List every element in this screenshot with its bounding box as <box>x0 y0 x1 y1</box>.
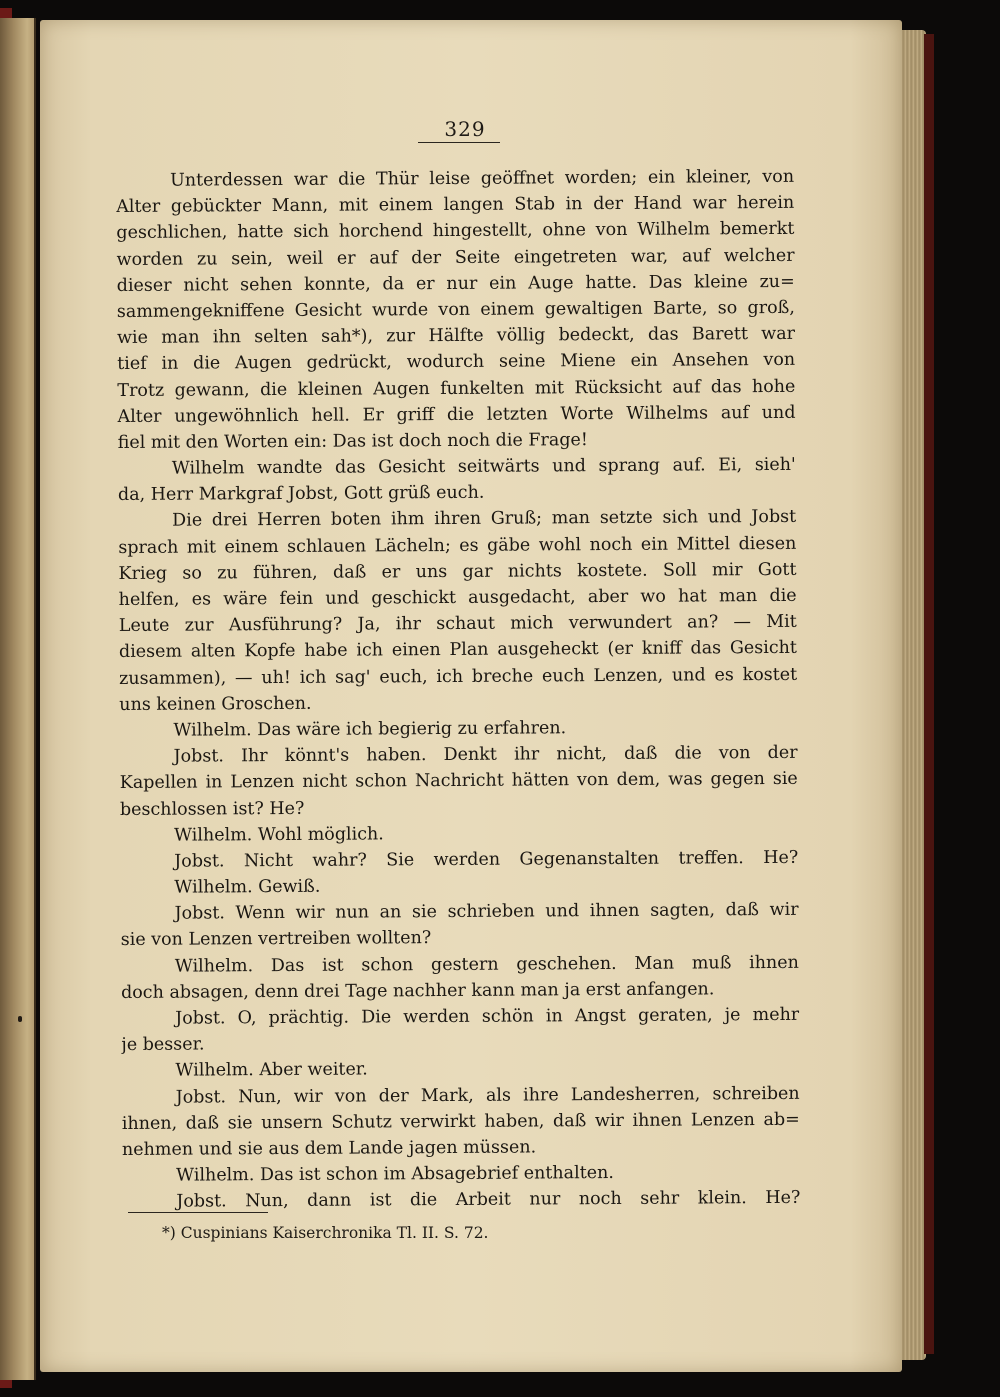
text-line: Alter gebückter Mann, mit einem langen Stab in der Hand war herein <box>116 193 795 218</box>
text-line: geschlichen, hatte sich horchend hingestellt, ohne von Wilhelm bemerkt <box>116 219 795 244</box>
ink-speck <box>18 1016 22 1022</box>
text-line: Unterdessen war die Thür leise geöffnet worden; ein kleiner, von <box>170 166 795 191</box>
text-line: Wilhelm wandte das Gesicht seitwärts und sprang auf. Ei, sieh' <box>171 454 796 479</box>
text-line: Krieg so zu führen, daß er uns gar nichts kostete. Soll mir Gott <box>118 559 797 584</box>
text-line: Leute zur Ausführung? Ja, ihr schaut mich verwundert an? — Mit <box>118 612 797 637</box>
text-line: helfen, es wäre fein und geschickt ausgedacht, aber wo hat man die <box>118 585 797 610</box>
text-line: je besser. <box>121 1034 205 1056</box>
text-line: Jobst. Wenn wir nun an sie schrieben und ihnen sagten, daß wir <box>174 900 799 924</box>
text-line: wie man ihn selten sah*), zur Hälfte völlig bedeckt, das Barett war <box>116 323 796 349</box>
text-line: Kapellen in Lenzen nicht schon Nachricht hätten von dem, was gegen sie <box>119 769 798 794</box>
text-line: sammengekniffene Gesicht wurde von einem gewaltigen Barte, so groß, <box>116 297 795 322</box>
text-line: Wilhelm. Aber weiter. <box>175 1059 368 1082</box>
left-page-edge <box>0 18 36 1380</box>
book-spine <box>924 34 934 1354</box>
text-line: sprach mit einem schlauen Lächeln; es gäbe wohl noch ein Mittel diesen <box>118 533 797 558</box>
text-line: Wilhelm. Das wäre ich begierig zu erfahren. <box>173 718 567 741</box>
text-line: nehmen und sie aus dem Lande jagen müssen. <box>121 1137 537 1160</box>
body-text <box>116 164 800 1216</box>
text-line: Wilhelm. Gewiß. <box>174 876 321 898</box>
text-line: Jobst. Ihr könnt's haben. Denkt ihr nicht, daß die von der <box>173 742 798 767</box>
text-line: Jobst. Nun, wir von der Mark, als ihre Landesherren, schreiben <box>175 1083 800 1108</box>
text-line: zusammen), — uh! ich sag' euch, ich breche euch Lenzen, und es kostet <box>119 664 798 689</box>
text-line: Wilhelm. Das ist schon im Absagebrief enthalten. <box>176 1163 614 1186</box>
text-line: sie von Lenzen vertreiben wollten? <box>120 928 432 951</box>
page-number: 329 <box>444 117 486 141</box>
footnote: *) Cuspinians Kaiserchronika Tl. II. S. 72. <box>162 1224 489 1242</box>
page-number-rule <box>418 142 500 143</box>
text-line: Wilhelm. Das ist schon gestern geschehen. Man muß ihnen <box>174 952 799 977</box>
text-line: fiel mit den Worten ein: Das ist doch noch die Frage! <box>117 429 588 453</box>
text-line: diesem alten Kopfe habe ich einen Plan ausgeheckt (er kniff das Gesicht <box>118 638 798 663</box>
text-line: Die drei Herren boten ihm ihren Gruß; man setzte sich und Jobst <box>172 507 797 532</box>
text-line: Trotz gewann, die kleinen Augen funkelten mit Rücksicht auf das hohe <box>117 376 796 401</box>
text-line: da, Herr Markgraf Jobst, Gott grüß euch. <box>117 483 485 506</box>
text-line: Wilhelm. Wohl möglich. <box>174 824 384 846</box>
text-line: dieser nicht sehen konnte, da er nur ein Auge hatte. Das kleine zu= <box>116 271 795 296</box>
text-line: Alter ungewöhnlich hell. Er griff die letzten Worte Wilhelms auf und <box>117 402 796 427</box>
text-line: Jobst. Nun, dann ist die Arbeit nur noch sehr klein. He? <box>176 1188 801 1212</box>
text-line: ihnen, daß sie unsern Schutz verwirkt haben, daß wir ihnen Lenzen ab= <box>121 1109 800 1134</box>
footnote-rule <box>128 1212 268 1213</box>
page-stack-edge <box>900 30 926 1360</box>
text-line: tief in die Augen gedrückt, wodurch seine Miene ein Ansehen von <box>117 350 796 375</box>
text-line: Jobst. Nicht wahr? Sie werden Gegenanstalten treffen. He? <box>174 847 799 872</box>
text-line: worden zu sein, weil er auf der Seite eingetreten war, auf welcher <box>116 245 795 270</box>
text-line: uns keinen Groschen. <box>119 693 312 715</box>
text-line: doch absagen, denn drei Tage nachher kann man ja erst anfangen. <box>120 979 715 1003</box>
text-line: beschlossen ist? He? <box>119 798 305 820</box>
text-line: Jobst. O, prächtig. Die werden schön in Angst geraten, je mehr <box>175 1004 800 1029</box>
